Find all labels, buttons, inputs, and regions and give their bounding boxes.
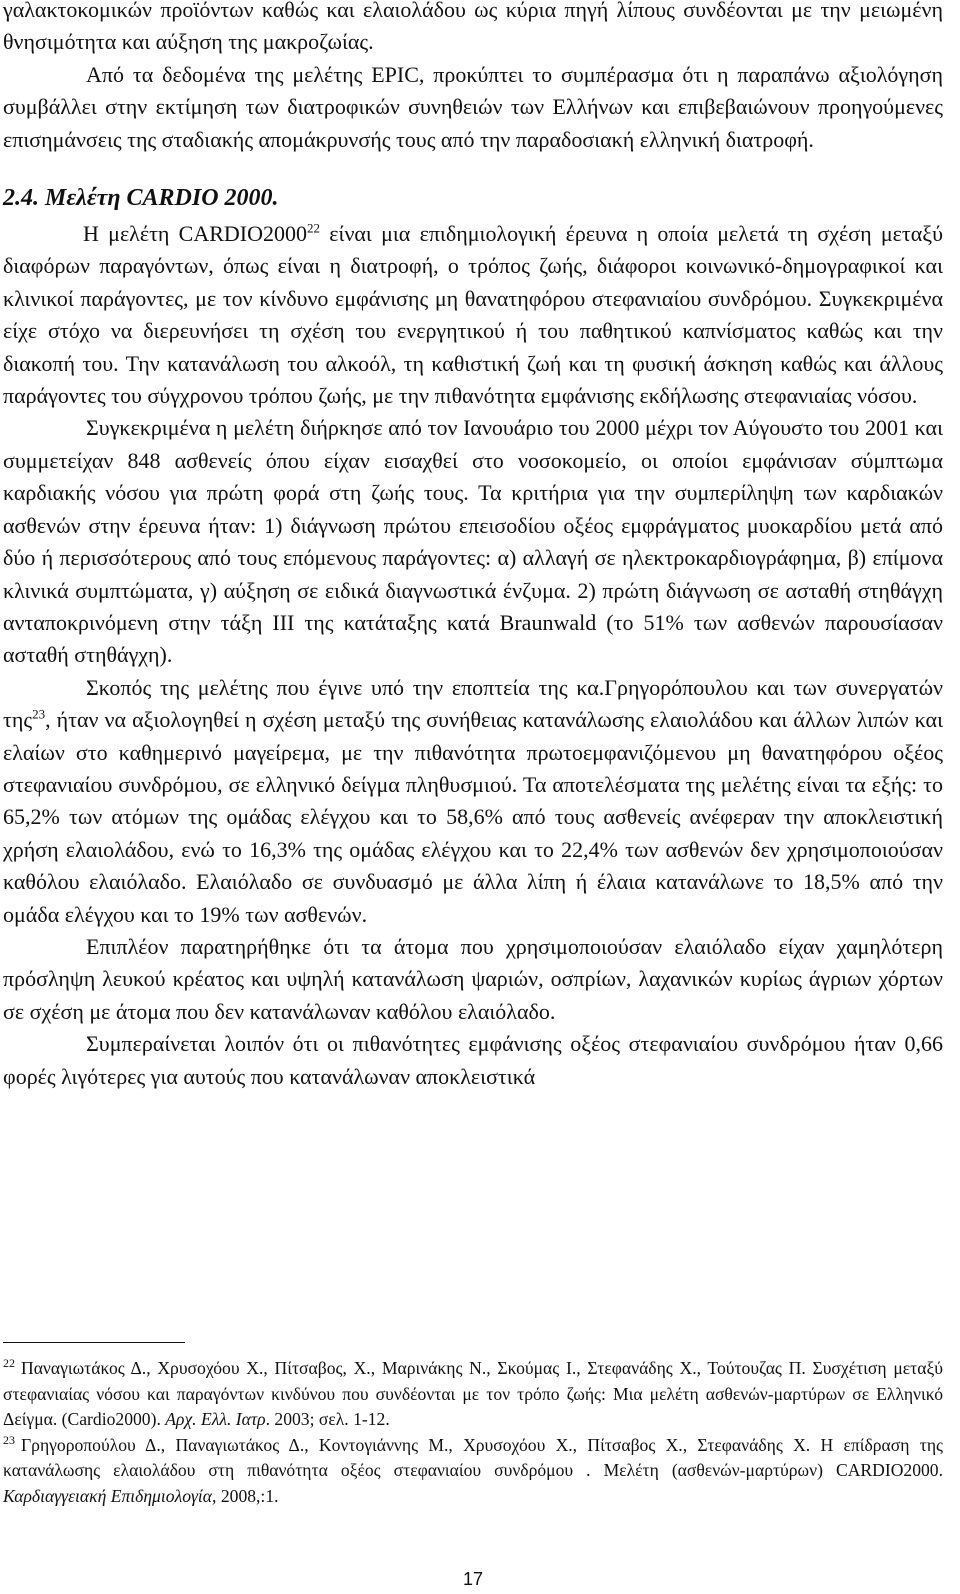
footnote-23-tail: , 2008,:1. xyxy=(212,1485,279,1506)
page-number: 17 xyxy=(462,1569,484,1589)
footnote-22-journal: Αρχ. Ελλ. Ιατρ xyxy=(165,1409,266,1430)
footnote-ref-22[interactable]: 22 xyxy=(307,220,321,236)
paragraph-period: Συγκεκριμένα η μελέτη διήρκησε από τον Ιανουάριο του 2000 μέχρι τον Αύγουστο του 2001 και συμμετείχαν 848 ασθενείς όπου είχαν εισαχθεί στο νοσοκομείο, οι οποίοι εμφάνισαν σύμπτωμα καρδιακής νόσου για πρώτη φορά στη ζωής τους. Τα κριτήρια για την συμπερίληψη των καρδιακών ασθενών στην έρευνα ήταν: 1) διάγνωση πρώτου επεισοδίου οξέος εμφράγματος μυοκαρδίου μετά από δύο ή περισσότερους από τους επόμενους παράγοντες: α) αλλαγή σε ηλεκτροκαρδιογράφημα, β) επίμονα κλινικά συμπτώματα, γ) αύξηση σε ειδικά διαγνωστικά ένζυμα. 2) πρώτη διάγνωση σε ασταθή στηθάγχη ανταποκρινόμενη στην τάξη III της κατάταξης κατά Braunwald (το 51% των ασθενών παρουσίασαν ασταθή στηθάγχη). xyxy=(3,415,943,668)
footnote-22 xyxy=(3,1356,943,1433)
body-text xyxy=(3,0,943,1093)
section-heading: 2.4. Μελέτη CARDIO 2000. xyxy=(3,185,279,212)
paragraph-conclusion: Συμπεραίνεται λοιπόν ότι οι πιθανότητες εμφάνισης οξέος στεφανιαίου συνδρόμου ήταν 0,66 φορές λιγότερες για αυτούς που κατανάλωναν αποκλειστικά xyxy=(3,1031,943,1089)
footnote-23 xyxy=(3,1433,943,1510)
paragraph-cardio-rest: είναι μια επιδημιολογική έρευνα η οποία μελετά τη σχέση μεταξύ διαφόρων παραγόντων, όπως είναι η διατροφή, ο τρόπος ζωής, διάφοροι κοινωνικό-δημογραφικοί και κλινικοί παράγοντες, με τον κίνδυνο εμφάνισης μη θανατηφόρου στεφανιαίου συνδρόμου. Συγκεκριμένα είχε στόχο να διερευνήσει τη σχέση του ενεργητικού ή του παθητικού καπνίσματος καθώς και την διακοπή του. Την κατανάλωση του αλκοόλ, τη καθιστική ζωή και τη φυσική άσκηση καθώς και άλλους παράγοντες του σύγχρονου τρόπου ζωής, με την πιθανότητα εμφάνισης εκδήλωσης στεφανιαίας νόσου. xyxy=(3,221,943,409)
footnote-22-authors: Παναγιωτάκος Δ., Χρυσοχόου Χ., Πίτσαβος, Χ., Μαρινάκης Ν., Σκούμας Ι., Στεφανάδης Χ., Τούτουζας Π. Συσχέτιση μεταξύ στεφανιαίας νόσου και παραγόντων κινδύνου που συνδέονται με τον τρόπο ζωής: Μια μελέτη ασθενών-μαρτύρων σε Ελληνικό Δείγμα. (Cardio2000). xyxy=(3,1358,943,1430)
footnote-22-tail: . 2003; σελ. 1-12. xyxy=(265,1409,390,1430)
paragraph-aim xyxy=(3,672,943,931)
footnote-divider xyxy=(3,1342,185,1343)
paragraph-further: Επιπλέον παρατηρήθηκε ότι τα άτομα που χρησιμοποιούσαν ελαιόλαδο είχαν χαμηλότερη πρόσληψη λευκού κρέατος και υψηλή κατανάλωση ψαριών, οσπρίων, λαχανικών κυρίως άγριων χόρτων σε σχέση με άτομα που δεν κατανάλωναν καθόλου ελαιόλαδο. xyxy=(3,933,943,1024)
paragraph-continued: γαλακτοκομικών προϊόντων καθώς και ελαιολάδου ως κύρια πηγή λίπους συνδέονται με την μειωμένη θνησιμότητα και αύξηση της μακροζωίας. xyxy=(3,0,943,55)
footnote-23-authors: Γρηγοροπούλου Δ., Παναγιωτάκος Δ., Κοντογιάννης Μ., Χρυσοχόου Χ., Πίτσαβος Χ., Στεφανάδης Χ. Η επίδραση της κατανάλωσης ελαιολάδου στη πιθανότητα οξέος στεφανιαίου συνδρόμου . Μελέτη (ασθενών-μαρτύρων) CARDIO2000. xyxy=(3,1434,943,1481)
footnote-23-journal: Καρδιαγγειακή Επιδημιολογία xyxy=(3,1485,213,1506)
footnote-ref-23[interactable]: 23 xyxy=(32,706,46,722)
paragraph-cardio xyxy=(3,218,943,412)
paragraph-aim-rest: , ήταν να αξιολογηθεί η σχέση μεταξύ της συνήθειας κατανάλωσης ελαιολάδου και άλλων λιπών και ελαίων στο καθημερινό μαγείρεμα, με την πιθανότητα πρωτοεμφανιζόμενου μη θανατηφόρου οξέος στεφανιαίου συνδρόμου, σε ελληνικό δείγμα πληθυσμιού. Τα αποτελέσματα της μελέτης είναι τα εξής: το 65,2% των ατόμων της ομάδας ελέγχου και το 58,6% από τους ασθενείς ανέφεραν την αποκλειστική χρήση ελαιολάδου, ενώ το 16,3% της ομάδας ελέγχου και το 22,4% των ασθενών δεν χρησιμοποιούσαν καθόλου ελαιόλαδο. Ελαιόλαδο σε συνδυασμό με άλλα λίπη ή έλαια κατανάλωνε το 18,5% από την ομάδα ελέγχου και το 19% των ασθενών. xyxy=(3,707,943,927)
paragraph-aim-start: Σκοπός της μελέτης που έγινε υπό την εποπτεία της κα.Γρηγορόπουλου και των συνεργατών της xyxy=(3,674,943,733)
footnotes xyxy=(3,1356,943,1510)
paragraph-cardio-start: Η μελέτη CARDIO2000 xyxy=(83,221,308,247)
paragraph-epic: Από τα δεδομένα της μελέτης EPIC, προκύπτει το συμπέρασμα ότι η παραπάνω αξιολόγηση συμβάλλει στην εκτίμηση των διατροφικών συνηθειών των Ελλήνων και επιβεβαιώνουν προηγούμενες επισημάνσεις της σταδιακής απομάκρυνσής τους από την παραδοσιακή ελληνική διατροφή. xyxy=(3,61,943,152)
footnote-number: 22 xyxy=(3,1356,15,1371)
footnote-number: 23 xyxy=(3,1432,15,1447)
